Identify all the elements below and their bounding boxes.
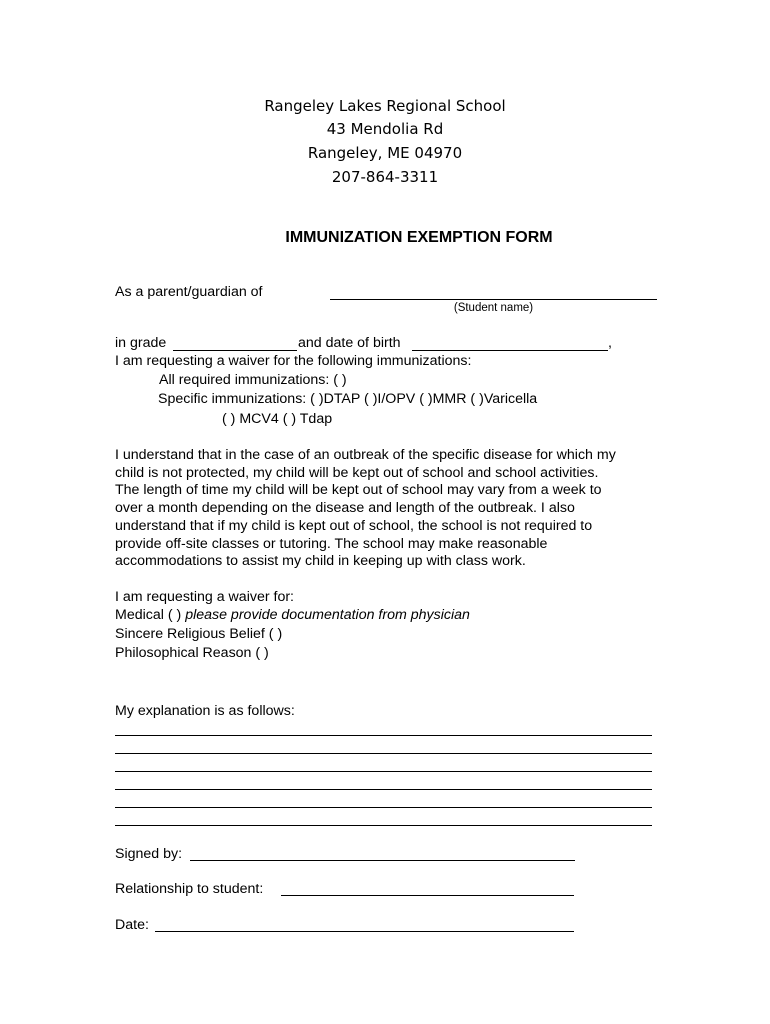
all-required-option[interactable]: All required immunizations: ( ) [159,372,347,388]
paragraph-line: over a month depending on the disease and length of the outbreak. I also [115,500,575,517]
paragraph-line: understand that if my child is kept out of school, the school is not required to [115,517,593,534]
dob-label: and date of birth [298,335,401,351]
date-field[interactable] [155,931,574,932]
paragraph-line: child is not protected, my child will be kept out of school and school activities. [115,464,599,481]
explanation-line[interactable] [115,771,652,772]
paragraph-line: provide off-site classes or tutoring. The school may make reasonable [115,535,548,552]
paragraph-line: accommodations to assist my child in keeping up with class work. [115,553,526,570]
school-city: Rangeley, ME 04970 [307,144,463,162]
relationship-field[interactable] [281,895,574,896]
explanation-line[interactable] [115,825,652,826]
explanation-line[interactable] [115,753,652,754]
specific-immunizations-line[interactable]: Specific immunizations: ( )DTAP ( )I/OPV ( )MMR ( )Varicella [158,391,538,407]
waiver-intro: I am requesting a waiver for the following immunizations: [115,353,472,369]
school-street: 43 Mendolia Rd [326,120,444,138]
form-title: IMMUNIZATION EXEMPTION FORM [285,229,553,246]
paragraph-line: The length of time my child will be kept out of school may vary from a week to [115,482,602,499]
religious-option[interactable]: Sincere Religious Belief ( ) [115,626,283,642]
explanation-line[interactable] [115,735,652,736]
dob-field[interactable] [412,350,608,351]
paragraph-line: I understand that in the case of an outbreak of the specific disease for which my [115,447,616,463]
medical-option[interactable] [115,607,470,623]
signed-by-label: Signed by: [115,846,183,862]
date-label: Date: [115,917,149,933]
explanation-label: My explanation is as follows: [115,703,295,719]
student-name-field[interactable] [330,299,657,300]
outbreak-paragraph [115,447,660,571]
guardian-label: As a parent/guardian of [115,284,263,300]
school-phone: 207-864-3311 [331,168,439,186]
school-name: Rangeley Lakes Regional School [264,97,506,115]
signature-field[interactable] [190,860,575,861]
waiver-for-label: I am requesting a waiver for: [115,589,294,605]
explanation-line[interactable] [115,789,652,790]
medical-label: Medical ( ) [115,607,182,623]
specific-immunizations-line2[interactable]: ( ) MCV4 ( ) Tdap [222,411,333,427]
dob-comma: , [608,335,612,351]
grade-field[interactable] [173,350,297,351]
philosophical-option[interactable]: Philosophical Reason ( ) [115,645,269,661]
relationship-label: Relationship to student: [115,881,264,897]
explanation-line[interactable] [115,807,652,808]
grade-label: in grade [115,335,167,351]
student-name-caption: (Student name) [453,302,534,314]
medical-note: please provide documentation from physician [185,607,470,623]
